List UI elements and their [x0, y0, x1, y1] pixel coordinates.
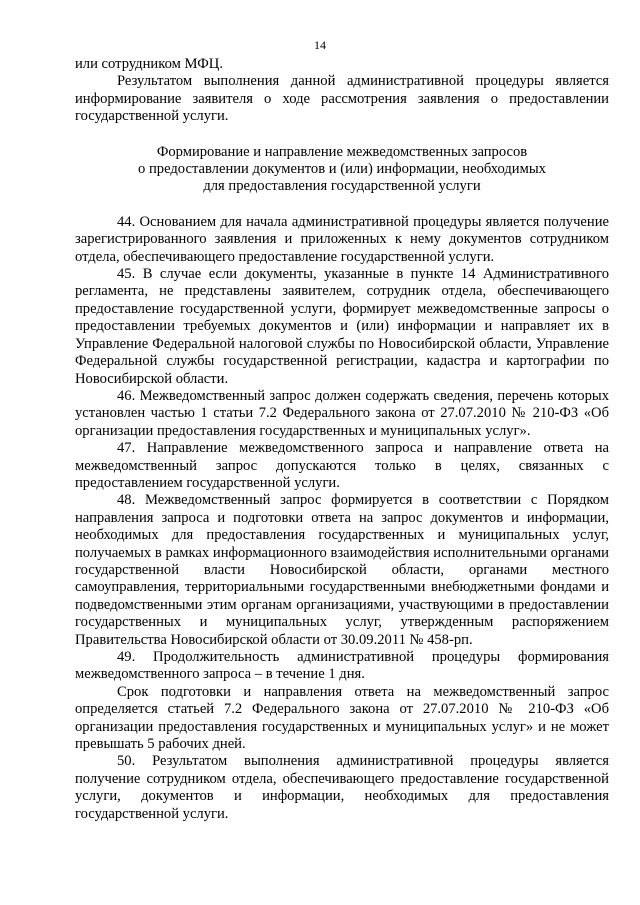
section-heading [75, 144, 609, 196]
paragraph-44: 44. Основанием для начала административной процедуры является получение зарегистрированного заявления и приложенных к нему документов сотрудником отдела, обеспечивающего предоставление государственной услуги. [75, 213, 609, 265]
paragraph-46: 46. Межведомственный запрос должен содержать сведения, перечень которых установлен частью 1 статьи 7.2 Федерального закона от 27.07.2010 № 210-ФЗ «Об организации предоставления государственных и муниципальных услуг». [75, 387, 609, 439]
paragraph-47: 47. Направление межведомственного запроса и направление ответа на межведомственный запрос допускаются только в целях, связанных с предоставлением государственной услуги. [75, 440, 609, 491]
section-heading-line-2: о предоставлении документов и (или) информации, необходимых [138, 161, 546, 178]
intro-paragraph: Результатом выполнения данной административной процедуры является информирование заявителя о ходе рассмотрения заявления о предоставлении государственной услуги. [75, 73, 609, 125]
paragraph-45: 45. В случае если документы, указанные в пункте 14 Административного регламента, не представлены заявителем, сотрудник отдела, обеспечивающего предоставление государственной услуги, формирует межведомственные запросы о предоставлении требуемых документов и (или) информации и направляет их в Управление Федеральной налоговой службы по Новосибирской области, Управление Федеральной службы государственной регистрации, кадастра и картографии по Новосибирской области. [75, 266, 609, 387]
paragraph-49: 49. Продолжительность административной процедуры формирования межведомственного запроса – в течение 1 дня. [75, 649, 609, 683]
section-heading-line-3: для предоставления государственной услуги [203, 178, 481, 195]
section-heading-line-1: Формирование и направление межведомственных запросов [156, 143, 528, 160]
page-number: 14 [314, 38, 326, 52]
paragraph-48: 48. Межведомственный запрос формируется в соответствии с Порядком направления запроса и подготовки ответа на запрос документов и информации, необходимых для предоставления государственных и муниципальных услуг, получаемых в рамках информационного взаимодействия исполнительными органами государственной власти Новосибирской области, органами местного самоуправления, территориальными государственными внебюджетными фондами и подведомственными этим органам организациями, участвующими в предоставлении государственных и муниципальных услуг, утвержденным распоряжением Правительства Новосибирской области от 30.09.2011 № 458-рп. [75, 492, 609, 648]
document-body [75, 56, 609, 823]
paragraph-50: 50. Результатом выполнения административной процедуры является получение сотрудником отдела, обеспечивающего предоставление государственной услуги, документов и информации, необходимых для предоставления государственной услуги. [75, 753, 609, 822]
intro-line: или сотрудником МФЦ. [75, 56, 223, 72]
paragraph-49-term: Срок подготовки и направления ответа на межведомственный запрос определяется статьей 7.2 Федерального закона от 27.07.2010 № 210-ФЗ «Об организации предоставления государственных и муниципальных услуг» и не может превышать 5 рабочих дней. [75, 683, 609, 753]
